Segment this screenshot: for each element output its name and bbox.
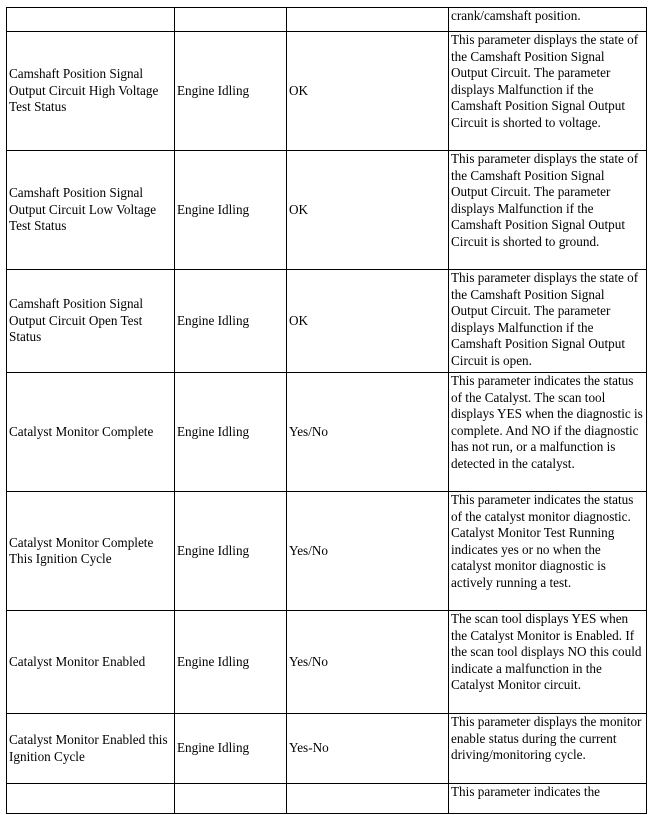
value-text: Yes/No [289, 653, 328, 669]
condition-text: Engine Idling [177, 423, 250, 439]
parameter-name-cell [7, 714, 175, 784]
condition-cell [175, 714, 287, 784]
parameter-name-cell [7, 8, 175, 32]
description-text: This parameter displays the state of the Camshaft Position Signal Output Circuit. The parameter displays Malfunction if the Camshaft Position Signal Output Circuit is shorted to voltage. [451, 32, 639, 130]
table-row [7, 784, 647, 814]
value-text: Yes-No [289, 740, 329, 756]
description-cell [449, 714, 647, 784]
value-cell [287, 492, 449, 611]
value-text: OK [289, 82, 309, 98]
description-text: This parameter displays the monitor enable status during the current driving/monitoring cycle. [451, 714, 642, 762]
parameter-name-cell [7, 611, 175, 714]
condition-cell [175, 373, 287, 492]
description-text: This parameter indicates the [451, 784, 601, 799]
parameter-name-text: Camshaft Position Signal Output Circuit High Voltage Test Status [9, 66, 159, 115]
condition-cell [175, 32, 287, 151]
parameter-name-text: Catalyst Monitor Complete This Ignition Cycle [9, 534, 154, 566]
parameter-name-cell [7, 492, 175, 611]
condition-cell [175, 270, 287, 373]
description-text: This parameter displays the state of the Camshaft Position Signal Output Circuit. The parameter displays Malfunction if the Camshaft Position Signal Output Circuit is shorted to ground. [451, 151, 639, 249]
value-text: Yes/No [289, 423, 328, 439]
parameter-name-text: Camshaft Position Signal Output Circuit Open Test Status [9, 296, 144, 345]
condition-text: Engine Idling [177, 201, 250, 217]
description-cell [449, 32, 647, 151]
description-cell [449, 611, 647, 714]
value-cell [287, 270, 449, 373]
table-row [7, 611, 647, 714]
value-text: OK [289, 201, 309, 217]
table-row [7, 373, 647, 492]
value-cell [287, 784, 449, 814]
description-text: This parameter indicates the status of the catalyst monitor diagnostic. Catalyst Monitor Test Running indicates yes or no when the catalyst monitor diagnostic is actively running a test. [451, 492, 634, 590]
condition-cell [175, 151, 287, 270]
parameter-name-text: Catalyst Monitor Complete [9, 423, 154, 439]
condition-cell [175, 611, 287, 714]
description-cell [449, 492, 647, 611]
value-cell [287, 8, 449, 32]
value-cell [287, 373, 449, 492]
description-cell [449, 784, 647, 814]
condition-cell [175, 492, 287, 611]
table-row [7, 32, 647, 151]
parameter-name-text: Camshaft Position Signal Output Circuit Low Voltage Test Status [9, 185, 157, 234]
condition-text: Engine Idling [177, 312, 250, 328]
condition-text: Engine Idling [177, 82, 250, 98]
value-cell [287, 714, 449, 784]
parameter-name-text: Catalyst Monitor Enabled [9, 653, 146, 669]
condition-text: Engine Idling [177, 542, 250, 558]
condition-cell [175, 8, 287, 32]
parameter-name-text: Catalyst Monitor Enabled this Ignition Cycle [9, 732, 168, 764]
condition-text: Engine Idling [177, 653, 250, 669]
table-row [7, 8, 647, 32]
value-cell [287, 32, 449, 151]
table-row [7, 151, 647, 270]
description-text: This parameter displays the state of the Camshaft Position Signal Output Circuit. The parameter displays Malfunction if the Camshaft Position Signal Output Circuit is open. [451, 270, 639, 368]
table-row [7, 270, 647, 373]
description-cell [449, 8, 647, 32]
description-cell [449, 151, 647, 270]
parameter-table-body [7, 8, 647, 814]
description-cell [449, 270, 647, 373]
description-text: This parameter indicates the status of the Catalyst. The scan tool displays YES when the diagnostic is complete. And NO if the diagnostic has not run, or a malfunction is detected in the catalyst. [451, 373, 643, 471]
value-text: Yes/No [289, 542, 328, 558]
description-text: The scan tool displays YES when the Catalyst Monitor is Enabled. If the scan tool displays NO this could indicate a malfunction in the Catalyst Monitor circuit. [451, 611, 642, 692]
parameter-name-cell [7, 373, 175, 492]
value-cell [287, 611, 449, 714]
value-cell [287, 151, 449, 270]
parameter-name-cell [7, 784, 175, 814]
parameter-name-cell [7, 32, 175, 151]
description-text: crank/camshaft position. [451, 8, 581, 23]
parameter-name-cell [7, 151, 175, 270]
description-cell [449, 373, 647, 492]
parameter-table [6, 7, 647, 814]
table-row [7, 492, 647, 611]
condition-cell [175, 784, 287, 814]
parameter-name-cell [7, 270, 175, 373]
condition-text: Engine Idling [177, 740, 250, 756]
value-text: OK [289, 312, 309, 328]
table-row [7, 714, 647, 784]
